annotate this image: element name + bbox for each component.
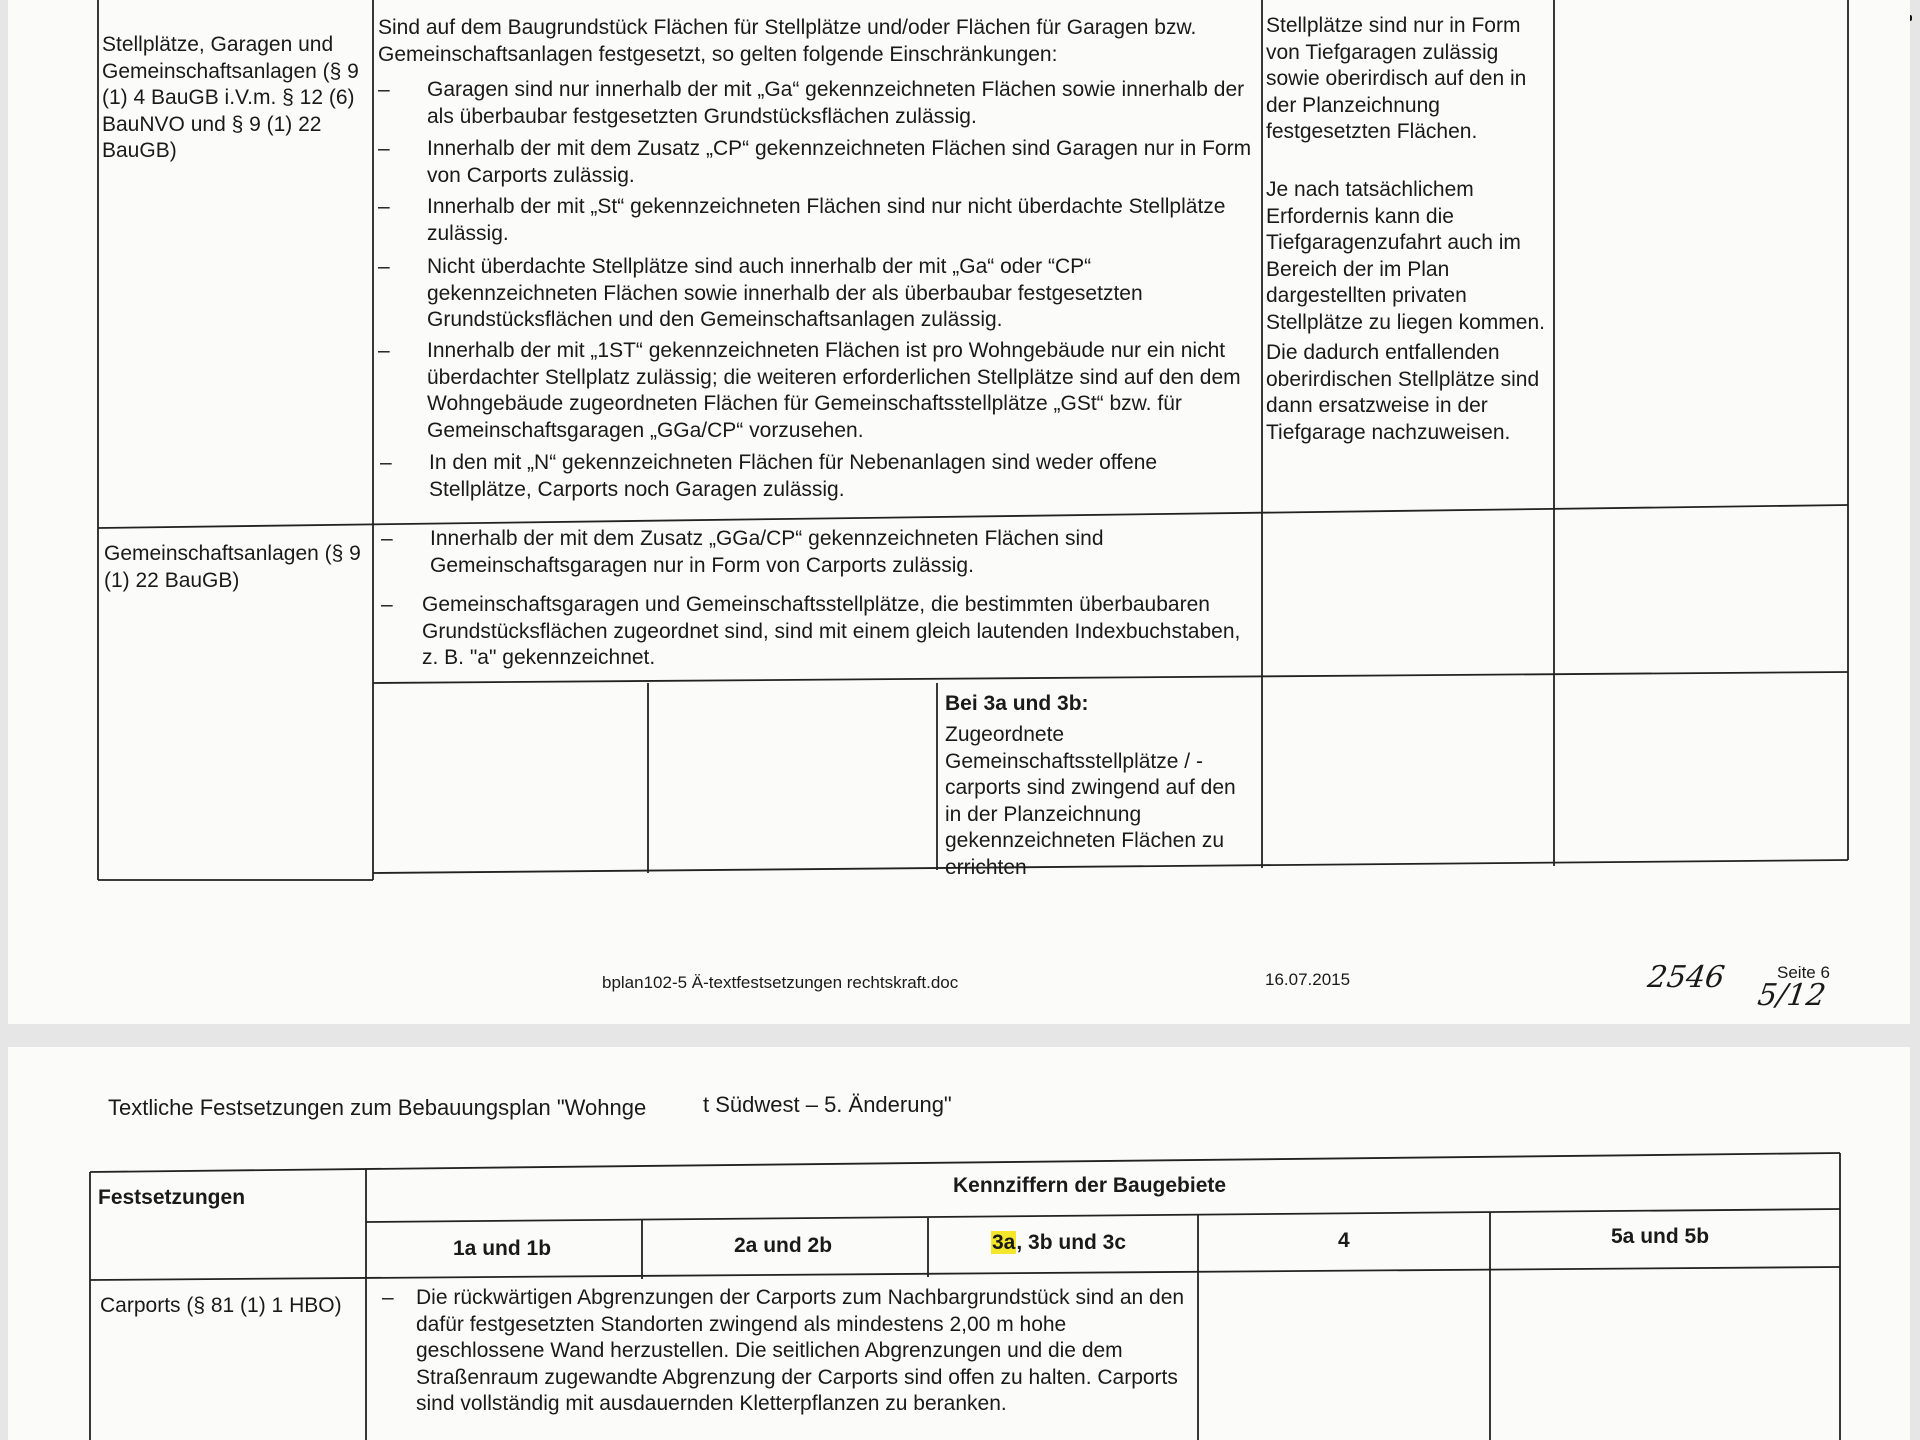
list-item: – Innerhalb der mit dem Zusatz „CP“ gekennzeichneten Flächen sind Garagen nur in Form von Carports zulässig. (378, 137, 1252, 187)
document-title-right: t Südwest – 5. Änderung" (703, 1092, 952, 1117)
list-item: – Gemeinschaftsgaragen und Gemeinschaftsstellplätze, die bestimmten überbaubaren Grundstücksflächen zugeordnet sind, sind mit einem gleich lautenden Indexbuchstaben, z. B. "a" gekennzeichnet. (381, 593, 1241, 669)
row-label-carports: Carports (§ 81 (1) 1 HBO) (100, 1294, 342, 1317)
header-col-4: 4 (1338, 1229, 1350, 1252)
list-item: – Innerhalb der mit „1ST“ gekennzeichneten Flächen ist pro Wohngebäude nur ein nicht überdachter Stellplatz zulässig; die weiteren erforderlichen Stellplätze sind auf den dem Wohngebäude zugeordneten Flächen für Gemeinschaftsstellplätze „GSt“ bzw. für Gemeinschaftsgaragen „GGa/CP“ vorzusehen. (378, 339, 1241, 442)
header-col-3: 3a, 3b und 3c (992, 1231, 1127, 1254)
sub-heading: Bei 3a und 3b: (945, 692, 1089, 715)
header-col-1: 1a und 1b (453, 1237, 552, 1260)
sub-text: Zugeordnete Gemeinschaftsstellplätze / -carports sind zwingend auf den in der Planzeichnung gekennzeichneten Flächen zu errichten (945, 723, 1236, 879)
list-item: – Die rückwärtigen Abgrenzungen der Carports zum Nachbargrundstück sind an den dafür festgesetzten Standorten zwingend als mindestens 2,00 m hohe geschlossene Wand herzustellen. Die seitlichen Abgrenzungen und die dem Straßenraum zugewandte Abgrenzung der Carports sind offen zu halten. Carports sind vollständig mit ausdauernden Kletterpflanzen zu beranken. (382, 1286, 1185, 1415)
list-item: – Garagen sind nur innerhalb der mit „Ga“ gekennzeichneten Flächen sowie innerhalb der als überbaubar festgesetzten Grundstücksflächen zulässig. (378, 78, 1245, 128)
list-item: – Innerhalb der mit dem Zusatz „GGa/CP“ gekennzeichneten Flächen sind Gemeinschaftsgaragen nur in Form von Carports zulässig. (381, 527, 1104, 577)
intro-text: Sind auf dem Baugrundstück Flächen für Stellplätze und/oder Flächen für Garagen bzw. Gemeinschaftsanlagen festgesetzt, so gelten folgende Einschränkungen: (378, 16, 1197, 66)
row-label-stellplaetze: Stellplätze, Garagen und Gemeinschaftsanlagen (§ 9 (1) 4 BauGB i.V.m. § 12 (6) BauNVO und § 9 (1) 22 BauGB) (102, 33, 359, 162)
handwritten-note: 2546 (1645, 960, 1727, 995)
search-highlight: 3a (992, 1231, 1016, 1254)
header-col-2: 2a und 2b (734, 1234, 833, 1257)
header-festsetzungen: Festsetzungen (98, 1186, 246, 1209)
document-title-left: Textliche Festsetzungen zum Bebauungsplan "Wohnge (108, 1095, 647, 1120)
row-label-gemeinschaftsanlagen: Gemeinschaftsanlagen (§ 9 (1) 22 BauGB) (104, 542, 361, 592)
document-page-1 (8, 0, 1910, 1024)
footer-date: 16.07.2015 (1265, 970, 1351, 989)
footer-page: Seite 6 (1777, 963, 1830, 982)
list-item: – In den mit „N“ gekennzeichneten Flächen für Nebenanlagen sind weder offene Stellplätze, Carports noch Garagen zulässig. (380, 451, 1158, 501)
handwritten-note: 5/12 (1755, 978, 1828, 1013)
list-item: – Innerhalb der mit „St“ gekennzeichneten Flächen sind nur nicht überdachte Stellplätze zulässig. (378, 195, 1226, 245)
right-note-1: Stellplätze sind nur in Form von Tiefgaragen zulässig sowie oberirdisch auf den in der Planzeichnung festgesetzten Flächen. (1266, 14, 1527, 143)
document-page-2 (8, 1047, 1910, 1440)
header-kennziffern: Kennziffern der Baugebiete (953, 1174, 1227, 1197)
list-item: – Nicht überdachte Stellplätze sind auch innerhalb der mit „Ga“ oder “CP“ gekennzeichneten Flächen sowie innerhalb der als überbaubar festgesetzten Grundstücksflächen und den Gemeinschaftsanlagen zulässig. (378, 255, 1143, 331)
right-note-3: Die dadurch entfallenden oberirdischen Stellplätze sind dann ersatzweise in der Tiefgarage nachzuweisen. (1266, 341, 1540, 444)
header-col-5: 5a und 5b (1611, 1225, 1710, 1248)
footer-filename: bplan102-5 Ä-textfestsetzungen rechtskraft.doc (602, 973, 959, 992)
right-note-2: Je nach tatsächlichem Erfordernis kann die Tiefgaragenzufahrt auch im Bereich der im Plan dargestellten privaten Stellplätze zu liegen kommen. (1266, 178, 1545, 334)
